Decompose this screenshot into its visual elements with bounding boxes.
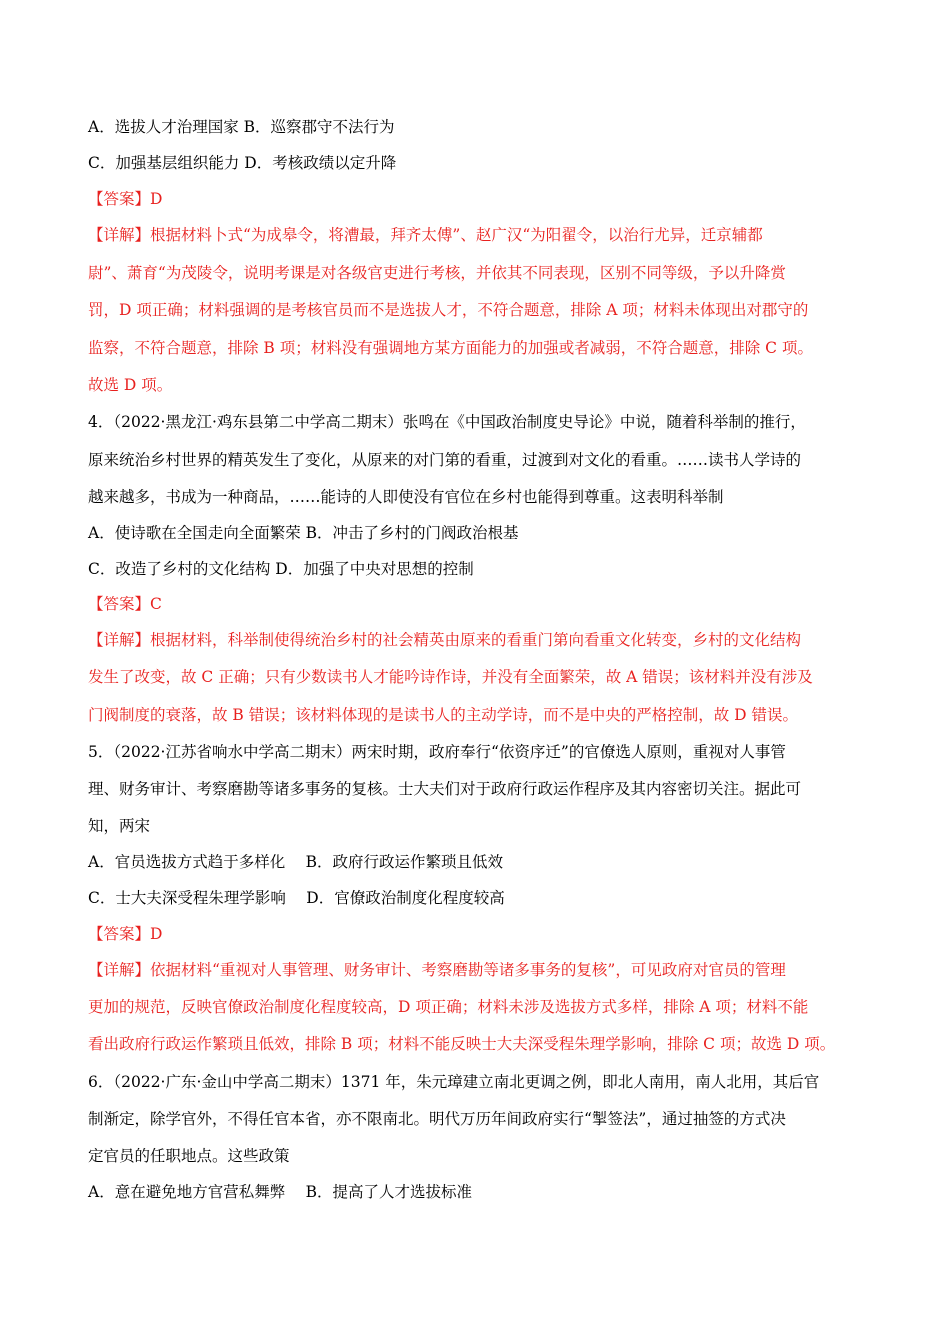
q4-detail-line: 【详解】根据材料，科举制使得统治乡村的社会精英由原来的看重门第向看重文化转变，乡村的文化结构 [88,631,802,649]
q3-options-cd: C．加强基层组织能力 D．考核政绩以定升降 [88,154,397,172]
q3-detail-line: 罚，D 项正确；材料强调的是考核官员而不是选拔人才，不符合题意，排除 A 项；材料未体现出对郡守的 [88,301,809,319]
q3-detail-line: 故选 D 项。 [88,376,173,394]
q5-options-ab: A．官员选拔方式趋于多样化 B．政府行政运作繁琐且低效 [88,853,504,871]
q5-detail-line: 看出政府行政运作繁琐且低效，排除 B 项；材料不能反映士大夫深受程朱理学影响，排除 C 项；故选 D 项。 [88,1035,836,1053]
q4-answer: 【答案】C [88,595,162,613]
q5-detail-line: 更加的规范，反映官僚政治制度化程度较高，D 项正确；材料未涉及选拔方式多样，排除 A 项；材料不能 [88,998,809,1016]
q4-options-ab: A．使诗歌在全国走向全面繁荣 B．冲击了乡村的门阀政治根基 [88,524,519,542]
q5-answer: 【答案】D [88,925,163,943]
q3-options-ab: A．选拔人才治理国家 B．巡察郡守不法行为 [88,118,395,136]
q5-options-cd: C．士大夫深受程朱理学影响 D．官僚政治制度化程度较高 [88,889,505,907]
q6-stem-line: 6．（2022·广东·金山中学高二期末）1371 年，朱元璋建立南北更调之例，即北人南用，南人北用，其后官 [88,1073,820,1091]
q3-answer: 【答案】D [88,190,163,208]
q4-detail-line: 发生了改变，故 C 正确；只有少数读书人才能吟诗作诗，并没有全面繁荣，故 A 错误；该材料并没有涉及 [88,668,813,686]
q3-detail-line: 监察，不符合题意，排除 B 项；材料没有强调地方某方面能力的加强或者减弱，不符合题意，排除 C 项。 [88,339,813,357]
q4-detail-line: 门阀制度的衰落，故 B 错误；该材料体现的是读书人的主动学诗，而不是中央的严格控制，故 D 错误。 [88,706,799,724]
q6-stem-line: 定官员的任职地点。这些政策 [88,1147,290,1165]
q4-stem-line: 越来越多，书成为一种商品，……能诗的人即使没有官位在乡村也能得到尊重。这表明科举制 [88,488,724,506]
q3-detail-line: 尉”、萧育“为茂陵令，说明考课是对各级官吏进行考核，并依其不同表现，区别不同等级，予以升降赏 [88,264,786,282]
q5-stem-line: 知，两宋 [88,817,151,835]
q3-detail-line: 【详解】根据材料卜式“为成皋令，将漕最，拜齐太傅”、赵广汉“为阳翟令，以治行尤异，迁京辅都 [88,226,763,244]
q4-stem-line: 4．（2022·黑龙江·鸡东县第二中学高二期末）张鸣在《中国政治制度史导论》中说，随着科举制的推行， [88,413,806,431]
q4-stem-line: 原来统治乡村世界的精英发生了变化，从原来的对门第的看重，过渡到对文化的看重。……读书人学诗的 [88,451,802,469]
q5-stem-line: 理、财务审计、考察磨勘等诸多事务的复核。士大夫们对于政府行政运作程序及其内容密切关注。据此可 [88,780,802,798]
q5-detail-line: 【详解】依据材料“重视对人事管理、财务审计、考察磨勘等诸多事务的复核”，可见政府对官员的管理 [88,961,786,979]
q6-stem-line: 制渐定，除学官外，不得任官本省，亦不限南北。明代万历年间政府实行“掣签法”，通过抽签的方式决 [88,1110,786,1128]
q4-options-cd: C．改造了乡村的文化结构 D．加强了中央对思想的控制 [88,560,474,578]
q5-stem-line: 5．（2022·江苏省响水中学高二期末）两宋时期，政府奉行“依资序迁”的官僚选人原则，重视对人事管 [88,743,786,761]
q6-options-ab: A．意在避免地方官营私舞弊 B．提高了人才选拔标准 [88,1183,473,1201]
